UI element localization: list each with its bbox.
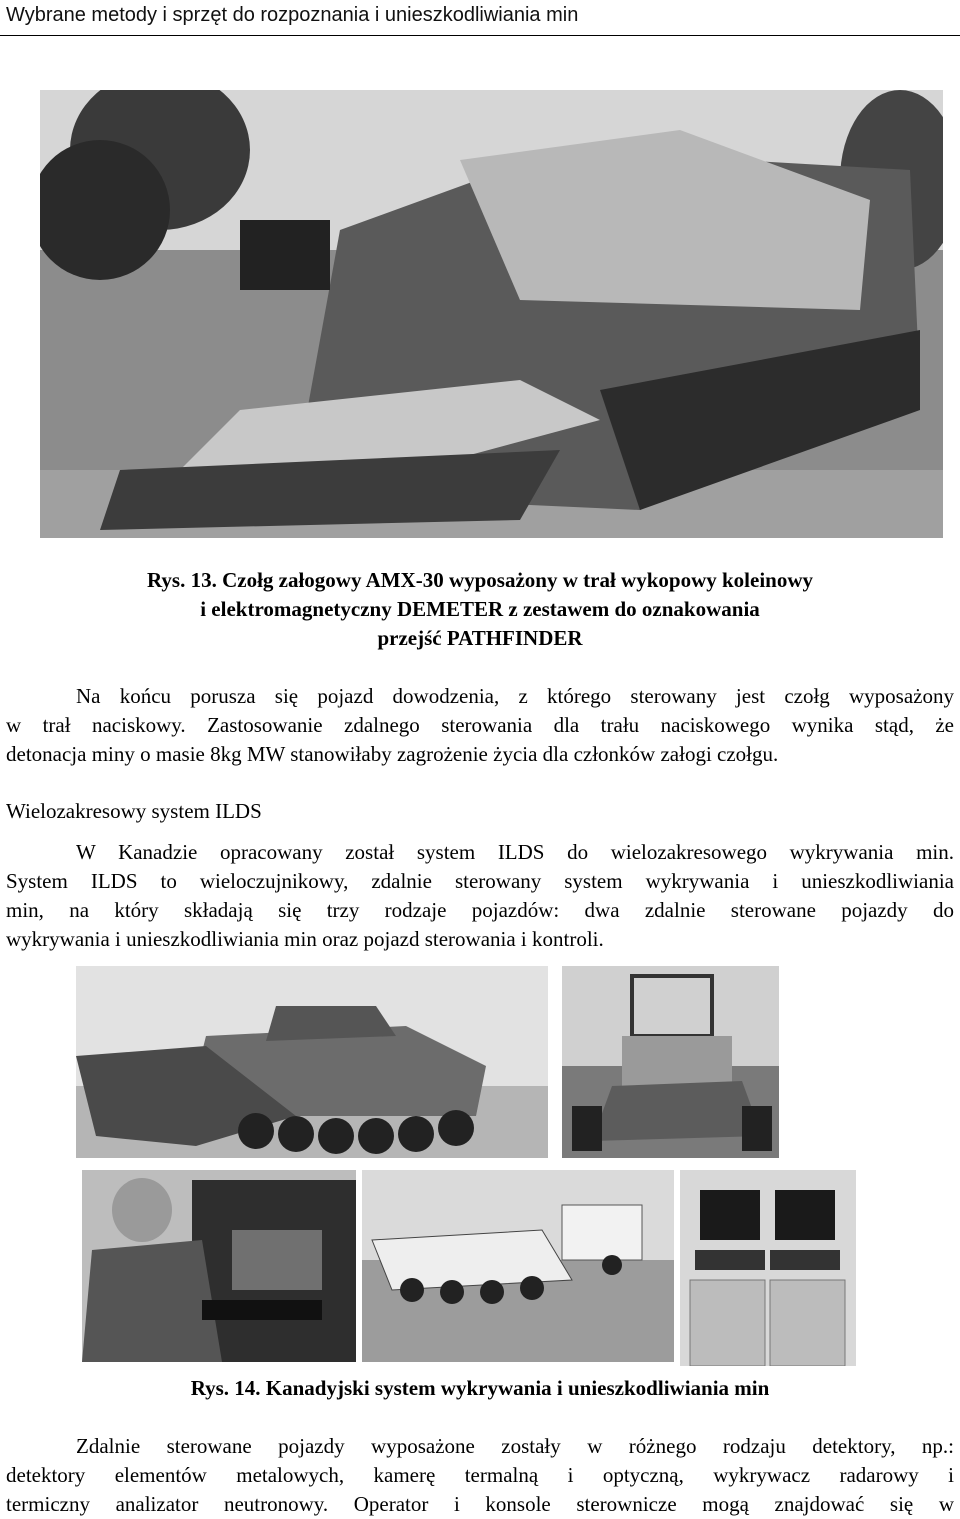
paragraph-ilds (6, 838, 954, 954)
ilds-vehicle-photo (76, 966, 548, 1158)
header-title: Wybrane metody i sprzęt do rozpoznania i unieszkodliwiania min (6, 4, 579, 26)
tank-photo (40, 90, 943, 538)
paragraph-line: wykrywania i unieszkodliwiania min oraz pojazd sterowania i kontroli. (6, 927, 604, 951)
paragraph-line: min, na który składają się trzy rodzaje pojazdów: dwa zdalnie sterowane pojazdy do (6, 898, 954, 922)
paragraph-line: W Kanadzie opracowany został system ILDS do wielozakresowego wykrywania min. (76, 840, 954, 864)
figure-13-caption-line: Rys. 13. Czołg załogowy AMX-30 wyposażony w trał wykopowy koleinowy (146, 568, 813, 592)
paragraph-detectors (6, 1432, 954, 1519)
figure-14-caption: Rys. 14. Kanadyjski system wykrywania i unieszkodliwiania min (190, 1376, 770, 1400)
control-consoles-photo (680, 1170, 856, 1366)
ilds-sensor-vehicle-photo (562, 966, 779, 1158)
operator-console-photo (82, 1170, 356, 1362)
paragraph-command-vehicle (6, 682, 954, 769)
paragraph-line: termiczny analizator neutronowy. Operator i konsole sterownicze mogą znajdować się w (6, 1492, 954, 1516)
figure-13-caption-line: przejść PATHFINDER (377, 626, 583, 650)
paragraph-line: Na końcu porusza się pojazd dowodzenia, z którego sterowany jest czołg wyposażony (76, 684, 954, 708)
paragraph-line: detonacja miny o masie 8kg MW stanowiłaby zagrożenie życia dla członków załogi czołgu. (6, 742, 779, 766)
paragraph-line: System ILDS to wieloczujnikowy, zdalnie sterowany system wykrywania i unieszkodliwiania (6, 869, 954, 893)
figure-13-caption-line: i elektromagnetyczny DEMETER z zestawem do oznakowania (200, 597, 760, 621)
paragraph-line: detektory elementów metalowych, kamerę termalną i optyczną, wykrywacz radarowy i (6, 1463, 954, 1487)
figure-13-caption (0, 566, 960, 653)
paragraph-line: w trał naciskowy. Zastosowanie zdalnego sterowania dla trału naciskowego wynika stąd, że (6, 713, 954, 737)
section-heading: Wielozakresowy system ILDS (6, 799, 262, 823)
page-header (0, 0, 960, 36)
ilds-convoy-photo (362, 1170, 674, 1362)
paragraph-line: Zdalnie sterowane pojazdy wyposażone zostały w różnego rodzaju detektory, np.: (76, 1434, 954, 1458)
